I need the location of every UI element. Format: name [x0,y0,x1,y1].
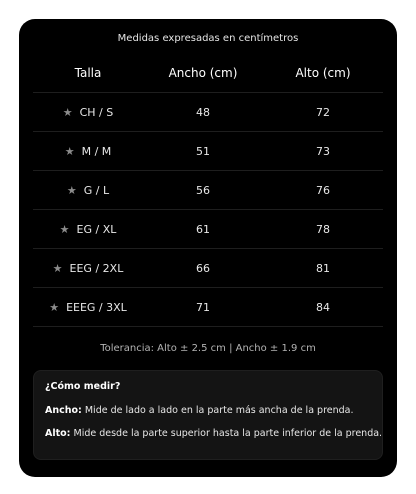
table-row [33,132,383,171]
width-instruction-text: Mide de lado a lado en la parte más ancha de la prenda. [81,405,354,416]
width-cell: 71 [143,288,263,327]
star-icon: ★ [62,105,73,119]
header-size: Talla [33,53,143,93]
star-icon: ★ [52,261,63,275]
height-cell: 81 [263,249,383,288]
width-cell: 56 [143,171,263,210]
table-row [33,210,383,249]
width-instruction-label: Ancho: [45,405,82,416]
star-icon: ★ [66,183,77,197]
height-cell: 78 [263,210,383,249]
size-label: M / M [81,144,112,158]
table-row [33,249,383,288]
size-cell [33,249,143,288]
width-cell: 61 [143,210,263,249]
tolerance-note: Tolerancia: Alto ± 2.5 cm | Ancho ± 1.9 cm [100,343,316,354]
height-instruction-label: Alto: [45,428,71,439]
size-table [33,53,383,327]
table-header-row [33,53,383,93]
size-cell [33,93,143,132]
size-guide-card [19,19,397,477]
height-cell: 76 [263,171,383,210]
height-cell: 73 [263,132,383,171]
height-cell: 72 [263,93,383,132]
header-height: Alto (cm) [263,53,383,93]
header-width: Ancho (cm) [143,53,263,93]
size-cell [33,171,143,210]
width-cell: 48 [143,93,263,132]
units-caption: Medidas expresadas en centímetros [117,33,299,44]
how-to-measure-panel [33,370,383,460]
star-icon: ★ [59,222,70,236]
size-label: G / L [83,183,110,197]
size-cell [33,210,143,249]
width-instruction [45,405,371,416]
size-label: EG / XL [76,222,117,236]
width-cell: 51 [143,132,263,171]
size-cell [33,132,143,171]
height-instruction-text: Mide desde la parte superior hasta la parte inferior de la prenda. [70,428,383,439]
width-cell: 66 [143,249,263,288]
size-label: EEG / 2XL [69,261,124,275]
height-cell: 84 [263,288,383,327]
how-to-measure-title: ¿Cómo medir? [45,381,121,392]
star-icon: ★ [49,300,60,314]
size-cell [33,288,143,327]
table-row [33,288,383,327]
height-instruction [45,428,383,439]
table-row [33,93,383,132]
size-label: EEEG / 3XL [66,300,127,314]
star-icon: ★ [64,144,75,158]
table-row [33,171,383,210]
size-label: CH / S [79,105,114,119]
